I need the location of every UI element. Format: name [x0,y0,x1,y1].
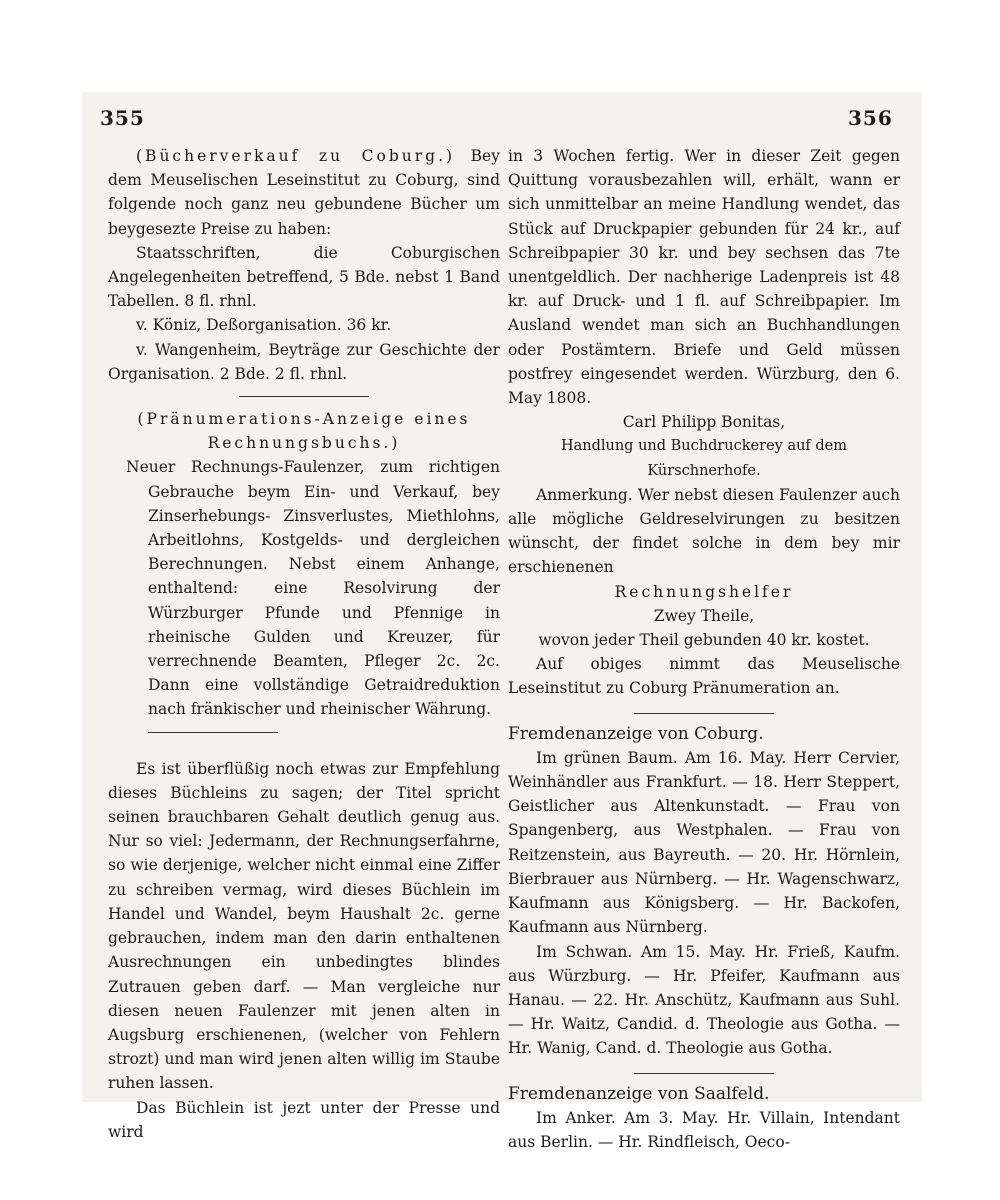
book-sale-notice [108,144,500,241]
coburg-schwan-list: Im Schwan. Am 15. May. Hr. Frieß, Kaufm. aus Würzburg. — Hr. Pfeifer, Kaufmann aus Hanau. — 22. Hr. Anschütz, Kaufmann aus Suhl. — Hr. Waitz, Candid. d. Theologie aus Gotha. — Hr. Wanig, Cand. d. Theologie aus Gotha. [508,942,900,1058]
book-price: wovon jeder Theil gebunden 40 kr. kostet. [538,631,870,650]
book-sale-intro: Bey dem Meuselischen Leseinstitut zu Coburg, sind folgende noch ganz neu gebundene Bücher um beygesezte Preise zu haben: [108,147,500,238]
saalfeld-visitors-heading: Fremdenanzeige von Saalfeld. [508,1083,770,1104]
divider [239,396,369,397]
press-notice: Das Büchlein ist jezt unter der Presse und wird [108,1098,500,1141]
book-item-1: Staatsschriften, die Coburgischen Angelegenheiten betreffend, 5 Bde. nebst 1 Band Tabellen. 8 fl. rhnl. [108,243,500,311]
coburg-visitors-heading: Fremdenanzeige von Coburg. [508,723,764,744]
saalfeld-anker-list: Im Anker. Am 3. May. Hr. Villain, Intendant aus Berlin. — Hr. Rindfleisch, Oeco- [508,1108,900,1151]
rechnungs-faulenzer-description: Neuer Rechnungs-Faulenzer, zum richtigen Gebrauche beym Ein- und Verkauf, bey Zinserhebungs- Zinsverlustes, Miethlohns, Arbeitlohns, Kostgelds- und dergleichen Berechnungen. Nebst einem Anhange, enthaltend: eine Resolvirung der Würzburger Pfunde und Pfennige in rheinische Gulden und Kreuzer, für verrechnende Beamten, Pfleger 2c. 2c. Dann eine vollständige Getraidreduktion nach fränkischer und rheinischer Währung. [126,458,500,719]
left-column [108,144,500,1144]
signer-firm: Handlung und Buchdruckerey auf dem Kürschnerhofe. [560,438,848,479]
book-parts: Zwey Theile, [653,606,755,625]
divider [634,713,774,714]
page-number-left: 355 [100,106,145,130]
pranumeration-heading-2: Rechnungsbuchs.) [207,434,401,453]
pranumeration-heading-1: (Pränumerations-Anzeige eines [137,410,471,429]
pranumeration-note: Auf obiges nimmt das Meuselische Leseinstitut zu Coburg Pränumeration an. [508,655,900,698]
right-column [508,144,900,1154]
book-item-2: v. Köniz, Deßorganisation. 36 kr. [136,316,392,335]
page-number-right: 356 [848,106,893,130]
book-sale-heading: (Bücherverkauf zu Coburg.) [136,147,456,165]
book-title: Rechnungshelfer [614,582,794,601]
annotation-paragraph: Anmerkung. Wer nebst diesen Faulenzer auch alle mögliche Geldreselvirungen zu besitzen wünscht, der findet solche in dem bey mir erschienenen [508,485,900,577]
recommendation-paragraph: Es ist überflüßig noch etwas zur Empfehlung dieses Büchleins zu sagen; der Titel spricht seinen brauchbaren Gehalt deutlich genug aus. Nur so viel: Jedermann, der Rechnungserfahrne, so wie derjenige, welcher nicht einmal eine Ziffer zu schreiben vermag, wird dieses Büchlein im Handel und Wandel, beym Haushalt 2c. gerne gebrauchen, indem man den darin enthaltenen Ausrechnungen ein unbedingtes blindes Zutrauen geben darf. — Man vergleiche nur diesen neuen Faulenzer mit jenen alten in Augsburg erschienenen, (welcher von Fehlern strozt) und man wird jenen alten willig im Staube ruhen lassen. [108,759,500,1093]
coburg-gruener-baum-list: Im grünen Baum. Am 16. May. Herr Cervier, Weinhändler aus Frankfurt. — 18. Herr Steppert, Geistlicher aus Altenkunstadt. — Frau von Spangenberg, aus Westphalen. — Frau von Reitzenstein, aus Bayreuth. — 20. Hr. Hörnlein, Bierbrauer aus Nürnberg. — Hr. Wagenschwarz, Kaufmann aus Königsberg. — Hr. Backofen, Kaufmann aus Nürnberg. [508,748,900,937]
continuation-paragraph: in 3 Wochen fertig. Wer in dieser Zeit gegen Quittung vorausbezahlen will, erhält, wann er sich unmittelbar an meine Handlung wendet, das Stück auf Druckpapier gebunden für 24 kr., auf Schreibpapier 30 kr. und bey sechsen das 7te unentgeldlich. Der nachherige Ladenpreis ist 48 kr. auf Druck- und 1 fl. auf Schreibpapier. Im Ausland wendet man sich an Buchhandlungen oder Postämtern. Briefe und Geld müssen postfrey eingesendet werden. Würzburg, den 6. May 1808. [508,147,900,408]
signer-name: Carl Philipp Bonitas, [622,413,786,432]
divider [148,732,278,733]
divider [634,1073,774,1074]
book-item-3: v. Wangenheim, Beyträge zur Geschichte der Organisation. 2 Bde. 2 fl. rhnl. [108,340,500,383]
